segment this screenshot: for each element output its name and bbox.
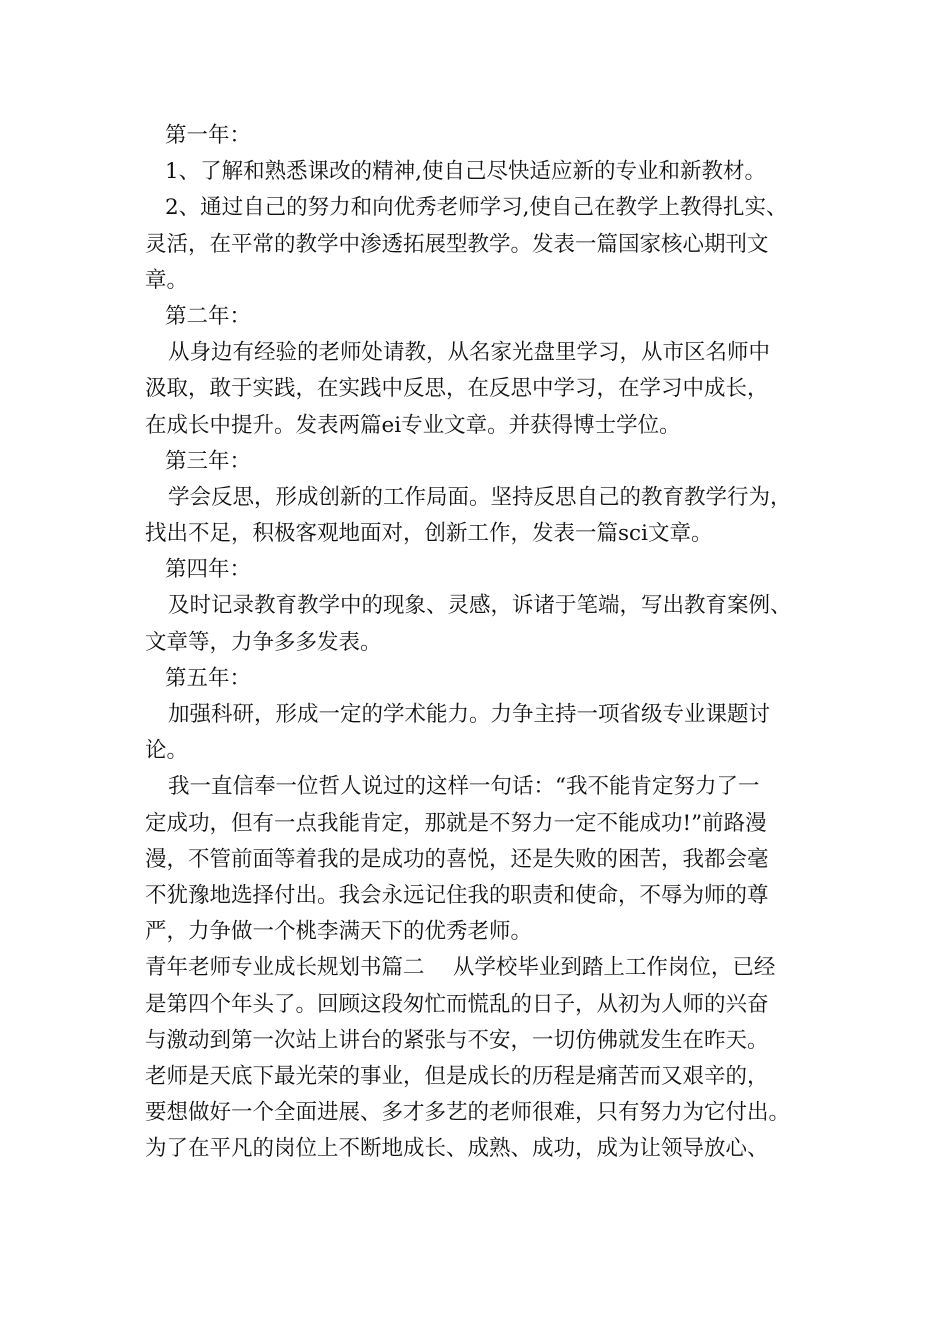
text-line: 第一年： (165, 123, 252, 148)
text-line: 老师是天底下最光荣的事业，但是成长的历程是痛苦而又艰辛的， (145, 1063, 769, 1089)
document-body (145, 118, 835, 1167)
text-line: 第三年： (165, 448, 252, 474)
text-line: 文章等，力争多多发表。 (145, 629, 382, 655)
text-line: 定成功，但有一点我能肯定，那就是不努力一定不能成功!”前路漫 (145, 810, 767, 836)
text-line: 汲取，敢于实践，在实践中反思，在反思中学习，在学习中成长， (145, 376, 769, 402)
text-line: 及时记录教育教学中的现象、灵感，诉诸于笔端，写出教育案例、 (168, 593, 792, 619)
text-line: 漫，不管前面等着我的是成功的喜悦，还是失败的困苦，我都会毫 (145, 846, 769, 872)
text-line: 章。 (145, 267, 189, 293)
text-line: 为了在平凡的岗位上不断地成长、成熟、成功，成为让领导放心、 (145, 1136, 769, 1162)
text-line: 在成长中提升。发表两篇ei专业文章。并获得博士学位。 (145, 412, 681, 438)
text-line: 加强科研，形成一定的学术能力。力争主持一项省级专业课题讨 (168, 702, 771, 727)
text-line: 第四年： (165, 557, 252, 583)
text-line: 第五年： (165, 665, 252, 691)
text-line: 与激动到第一次站上讲台的紧张与不安，一切仿佛就发生在昨天。 (145, 1027, 769, 1053)
text-line: 不犹豫地选择付出。我会永远记住我的职责和使命，不辱为师的尊 (145, 882, 769, 908)
text-line: 学会反思，形成创新的工作局面。坚持反思自己的教育教学行为， (168, 484, 792, 510)
text-line: 2、通过自己的努力和向优秀老师学习,使自己在教学上教得扎实、 (165, 195, 788, 221)
text-line: 是第四个年头了。回顾这段匆忙而慌乱的日子，从初为人师的兴奋 (145, 991, 769, 1017)
text-line: 1、了解和熟悉课改的精神,使自己尽快适应新的专业和新教材。 (165, 159, 767, 185)
text-line: 从身边有经验的老师处请教，从名家光盘里学习，从市区名师中 (168, 340, 771, 366)
text-line: 找出不足，积极客观地面对，创新工作，发表一篇sci文章。 (145, 521, 713, 547)
text-line: 要想做好一个全面进展、多才多艺的老师很难，只有努力为它付出。 (145, 1100, 791, 1126)
text-line: 论。 (145, 738, 189, 764)
text-line: 严，力争做一个桃李满天下的优秀老师。 (145, 919, 533, 945)
text-line: 第二年： (165, 303, 252, 329)
text-line: 我一直信奉一位哲人说过的这样一句话：“我不能肯定努力了一 (168, 774, 760, 800)
text-line: 青年老师专业成长规划书篇二 从学校毕业到踏上工作岗位，已经 (145, 955, 776, 981)
text-line: 灵活，在平常的教学中渗透拓展型教学。发表一篇国家核心期刊文 (145, 231, 769, 257)
